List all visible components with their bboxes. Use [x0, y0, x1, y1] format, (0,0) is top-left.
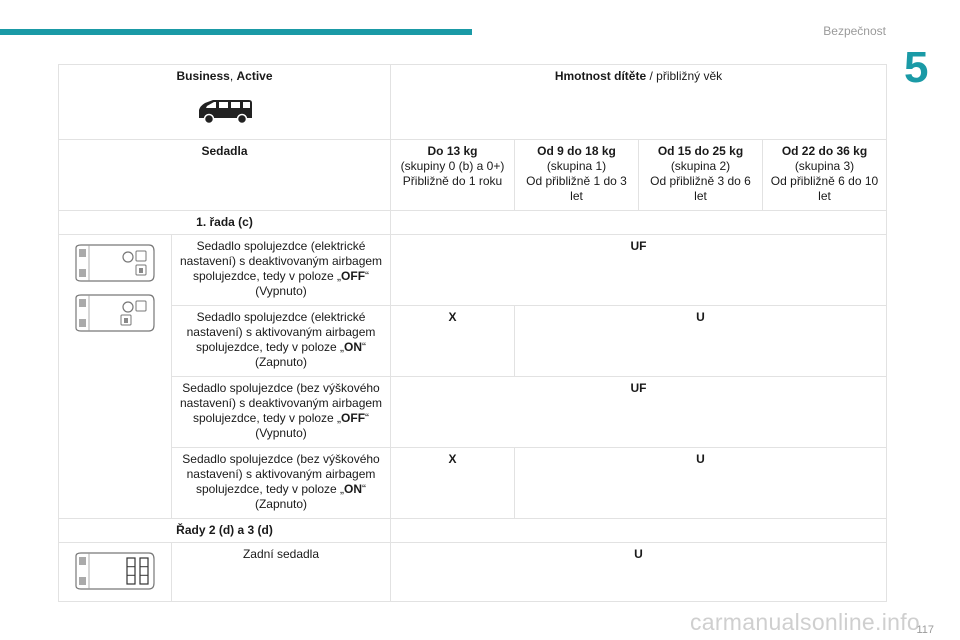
- group-name: (skupina 2): [670, 159, 731, 173]
- table-row: [59, 235, 887, 306]
- group-cell-1: [515, 140, 639, 211]
- seat-value: UF: [391, 235, 887, 306]
- group-cell-0: [391, 140, 515, 211]
- group-age: Od přibližně 1 do 3 let: [526, 174, 627, 203]
- seat-desc-text: Sedadlo spolujezdce (elektrické nastavení) s aktivovaným airbagem spolujezdce, tedy v poloze „: [186, 310, 376, 354]
- seat-desc: [172, 377, 391, 448]
- section-row-rear: [59, 519, 887, 543]
- seat-value: U: [515, 448, 887, 519]
- model-variant: Active: [236, 69, 273, 83]
- child-seat-table: [58, 64, 887, 602]
- seat-value: X: [391, 448, 515, 519]
- table-row: [59, 306, 887, 377]
- group-age: Přibližně do 1 roku: [402, 174, 503, 188]
- van-side-icon: [195, 98, 255, 126]
- row1-label: 1. řada (c): [59, 211, 391, 235]
- table-row: [59, 543, 887, 602]
- seat-desc-tail: “ (Vypnuto): [255, 269, 370, 298]
- group-weight: Od 9 do 18 kg: [537, 144, 616, 158]
- seat-desc-tail: “ (Zapnuto): [254, 482, 367, 511]
- page-number: 117: [916, 624, 934, 636]
- weight-title: Hmotnost dítěte: [554, 69, 647, 83]
- group-cell-3: [763, 140, 887, 211]
- seat-value: X: [391, 306, 515, 377]
- chapter-number: 5: [904, 43, 929, 92]
- seat-desc: [172, 235, 391, 306]
- group-cell-2: [639, 140, 763, 211]
- group-age: Od přibližně 3 do 6 let: [650, 174, 751, 203]
- group-name: (skupina 3): [794, 159, 855, 173]
- table-row: [59, 448, 887, 519]
- airbag-mode: ON: [344, 482, 363, 496]
- group-weight: Od 22 do 36 kg: [781, 144, 868, 158]
- seatmap-front-icon: [73, 293, 157, 333]
- model-cell: [59, 65, 391, 140]
- table-row: [59, 377, 887, 448]
- seat-desc-text: Sedadlo spolujezdce (bez výškového nastavení) s aktivovaným airbagem spolujezdce, tedy v poloze „: [182, 452, 380, 496]
- section-row-front: [59, 211, 887, 235]
- group-name: (skupina 1): [546, 159, 607, 173]
- airbag-mode: ON: [344, 340, 363, 354]
- group-weight: Od 15 do 25 kg: [657, 144, 744, 158]
- rear-desc: Zadní sedadla: [172, 543, 391, 602]
- group-age: Od přibližně 6 do 10 let: [770, 174, 879, 203]
- seat-desc-text: Sedadlo spolujezdce (elektrické nastavení) s deaktivovaným airbagem spolujezdce, tedy v poloze „: [179, 239, 383, 283]
- seat-desc-text: Sedadlo spolujezdce (bez výškového nastavení) s deaktivovaným airbagem spolujezdce, tedy v poloze „: [179, 381, 383, 425]
- group-name: (skupiny 0 (b) a 0+): [400, 159, 505, 173]
- empty-cell: [391, 519, 887, 543]
- group-header-row: [59, 140, 887, 211]
- table-header-row: [59, 65, 887, 140]
- airbag-mode: OFF: [341, 269, 366, 283]
- seat-desc-tail: “ (Vypnuto): [255, 411, 370, 440]
- rear-value: U: [391, 543, 887, 602]
- rows23-label: Řady 2 (d) a 3 (d): [59, 519, 391, 543]
- seat-desc-tail: “ (Zapnuto): [254, 340, 367, 369]
- section-title: Bezpečnost: [823, 24, 886, 38]
- seatmap-front-icon: [73, 243, 157, 283]
- seat-value: UF: [391, 377, 887, 448]
- seatmap-rear-icon: [73, 551, 157, 591]
- airbag-mode: OFF: [341, 411, 366, 425]
- weight-title-cell: [391, 65, 887, 140]
- weight-subtitle: / přibližný věk: [646, 69, 723, 83]
- model-name: Business: [176, 69, 230, 83]
- header-accent-bar: [0, 29, 472, 35]
- seat-desc: [172, 448, 391, 519]
- seats-label: Sedadla: [59, 140, 391, 211]
- model-sep: ,: [229, 69, 237, 83]
- rear-seat-diagram: [59, 543, 172, 602]
- empty-cell: [391, 211, 887, 235]
- seat-value: U: [515, 306, 887, 377]
- seat-desc: [172, 306, 391, 377]
- group-weight: Do 13 kg: [427, 144, 478, 158]
- front-seat-diagrams: [59, 235, 172, 519]
- watermark: carmanualsonline.info: [689, 609, 920, 635]
